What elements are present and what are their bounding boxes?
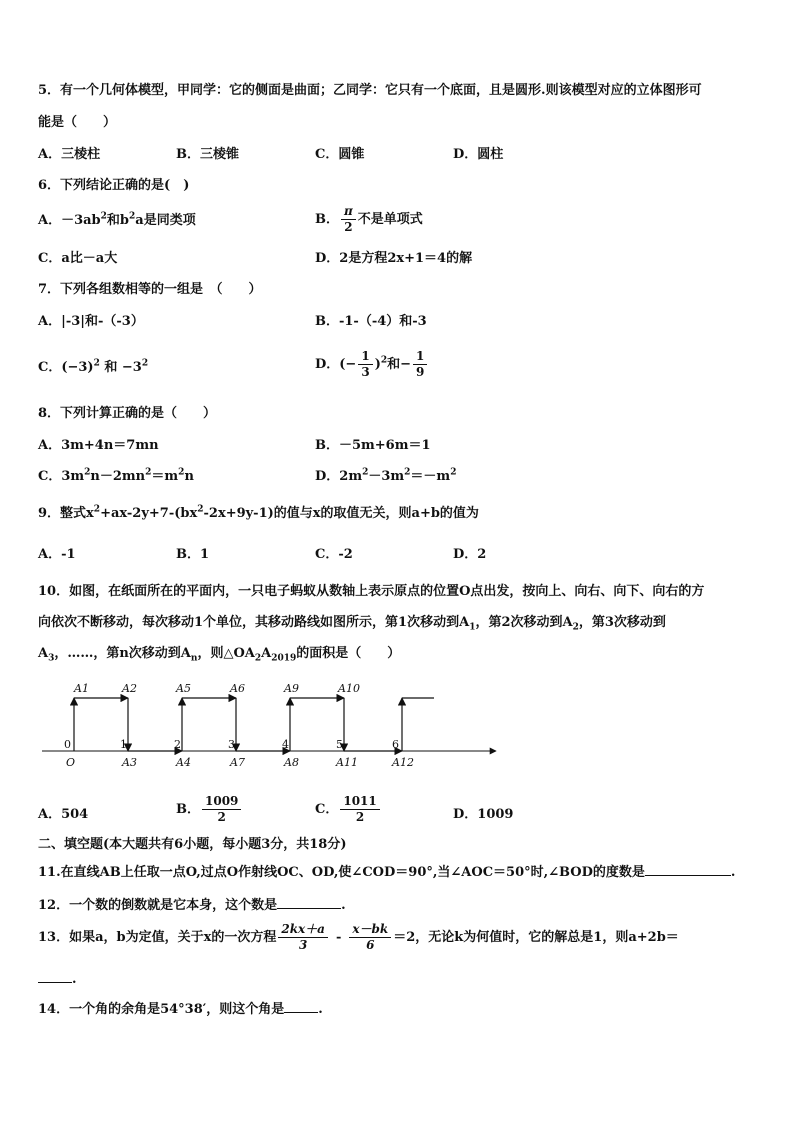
ant-path-figure bbox=[38, 678, 508, 770]
q6-option-d: D．2是方程2x+1＝4的解 bbox=[315, 251, 473, 266]
tick-1: 1 bbox=[120, 738, 127, 751]
tick-3: 3 bbox=[228, 738, 235, 751]
q8-option-c: C．$3m^2n-2mn^2=m^2n$ bbox=[38, 467, 194, 484]
fraction: $\frac{x-bk}{6}$ bbox=[349, 922, 391, 953]
fraction: $\frac{1011}{2}$ bbox=[340, 794, 379, 825]
q10-line3: $A_3$，……，第n次移动到$A_n$，则$\triangle OA_2A_{2019}$的面积是（ ） bbox=[38, 646, 401, 664]
answer-blank bbox=[645, 863, 731, 876]
q10-option-d: D．1009 bbox=[453, 807, 514, 822]
label-a6: A6 bbox=[230, 682, 245, 695]
label-origin: O bbox=[66, 756, 76, 769]
q6-stem: 6．下列结论正确的是( ) bbox=[38, 178, 190, 193]
label-a8: A8 bbox=[284, 756, 299, 769]
q5-line2: 能是（ ） bbox=[38, 115, 117, 130]
tick-2: 2 bbox=[174, 738, 181, 751]
answer-blank bbox=[38, 970, 72, 983]
q9-option-c: C．-2 bbox=[315, 547, 353, 562]
label-a1: A1 bbox=[74, 682, 89, 695]
label-a10: A10 bbox=[338, 682, 360, 695]
q13-line2: . bbox=[38, 970, 77, 989]
tick-6: 6 bbox=[392, 738, 399, 751]
q9-option-a: A．-1 bbox=[38, 547, 76, 562]
tick-5: 5 bbox=[336, 738, 343, 751]
q6-option-c: C．a比－a大 bbox=[38, 251, 118, 266]
q8-option-b: B．－5m+6m＝1 bbox=[315, 438, 431, 453]
q11: 11.在直线AB上任取一点O,过点O作射线OC、OD,使∠COD＝90°,当∠AOC＝50°时,∠BOD的度数是 . bbox=[38, 865, 736, 880]
fraction: $\frac{\pi}{2}$ bbox=[341, 204, 356, 235]
q7-option-d: D．(− $\frac{1}{3}$ )$^2$和− $\frac{1}{9}$ bbox=[315, 349, 429, 380]
label-a11: A11 bbox=[336, 756, 358, 769]
q5-option-d: D．圆柱 bbox=[453, 147, 504, 162]
label-a3: A3 bbox=[122, 756, 137, 769]
q5-line1: 5．有一个几何体模型，甲同学：它的侧面是曲面；乙同学：它只有一个底面，且是圆形.则该模型对应的立体图形可 bbox=[38, 83, 702, 98]
label-a4: A4 bbox=[176, 756, 191, 769]
q12: 12．一个数的倒数就是它本身，这个数是 . bbox=[38, 898, 346, 913]
q10-line1: 10．如图，在纸面所在的平面内，一只电子蚂蚁从数轴上表示原点的位置O点出发，按向上、向右、向下、向右的方 bbox=[38, 584, 705, 599]
answer-blank bbox=[277, 896, 341, 909]
fraction: $\frac{1009}{2}$ bbox=[202, 794, 241, 825]
q10-option-c: C． $\frac{1011}{2}$ bbox=[315, 794, 382, 825]
q8-option-d: D．$2m^2-3m^2=-m^2$ bbox=[315, 467, 457, 484]
q8-option-a: A．3m+4n＝7mn bbox=[38, 438, 159, 453]
label-a9: A9 bbox=[284, 682, 299, 695]
ant-path bbox=[74, 698, 434, 751]
q6-option-a: A．$-3ab^2$和$b^2a$是同类项 bbox=[38, 211, 196, 228]
q7-option-b: B．-1-（-4）和-3 bbox=[315, 314, 427, 329]
q13: 13．如果a，b为定值，关于x的一次方程 $\frac{2kx+a}{3}$ - $\frac{x-bk}{6}$ ＝2，无论k为何值时，它的解总是1，则a+2b＝ bbox=[38, 922, 679, 952]
q9-stem: 9．整式$x^2+ax-2y+7-(bx^2-2x+9y-1)$的值与x的取值无关，则a+b的值为 bbox=[38, 504, 479, 521]
q7-option-a: A．|-3|和-（-3） bbox=[38, 314, 144, 329]
q5-option-c: C．圆锥 bbox=[315, 147, 365, 162]
fraction: $\frac{1}{3}$ bbox=[358, 349, 372, 380]
tick-0: 0 bbox=[64, 738, 71, 751]
q6-option-b: B． $\frac{\pi}{2}$ 不是单项式 bbox=[315, 204, 423, 234]
answer-blank bbox=[284, 1000, 318, 1013]
label-a5: A5 bbox=[176, 682, 191, 695]
fraction: $\frac{1}{9}$ bbox=[413, 349, 427, 380]
q9-option-b: B．1 bbox=[176, 547, 210, 562]
label-a2: A2 bbox=[122, 682, 137, 695]
section-title-fill-in: 二、填空题(本大题共有6小题，每小题3分，共18分) bbox=[38, 837, 347, 852]
q8-stem: 8．下列计算正确的是（ ） bbox=[38, 406, 217, 421]
q5-option-b: B．三棱锥 bbox=[176, 147, 239, 162]
q14: 14．一个角的余角是54°38′，则这个角是 . bbox=[38, 1002, 323, 1017]
q10-option-a: A．504 bbox=[38, 807, 89, 822]
q5-option-a: A．三棱柱 bbox=[38, 147, 101, 162]
fraction: $\frac{2kx+a}{3}$ bbox=[278, 922, 328, 953]
q9-option-d: D．2 bbox=[453, 547, 487, 562]
label-a7: A7 bbox=[230, 756, 245, 769]
q10-option-b: B． $\frac{1009}{2}$ bbox=[176, 794, 243, 825]
q7-option-c: C．$(-3)^2$ 和 $-3^2$ bbox=[38, 358, 149, 375]
q10-line2: 向依次不断移动，每次移动1个单位，其移动路线如图所示，第1次移动到$A_1$，第2次移动到$A_2$，第3次移动到 bbox=[38, 615, 666, 633]
label-a12: A12 bbox=[392, 756, 414, 769]
q7-stem: 7．下列各组数相等的一组是 （ ） bbox=[38, 282, 262, 297]
tick-4: 4 bbox=[282, 738, 289, 751]
